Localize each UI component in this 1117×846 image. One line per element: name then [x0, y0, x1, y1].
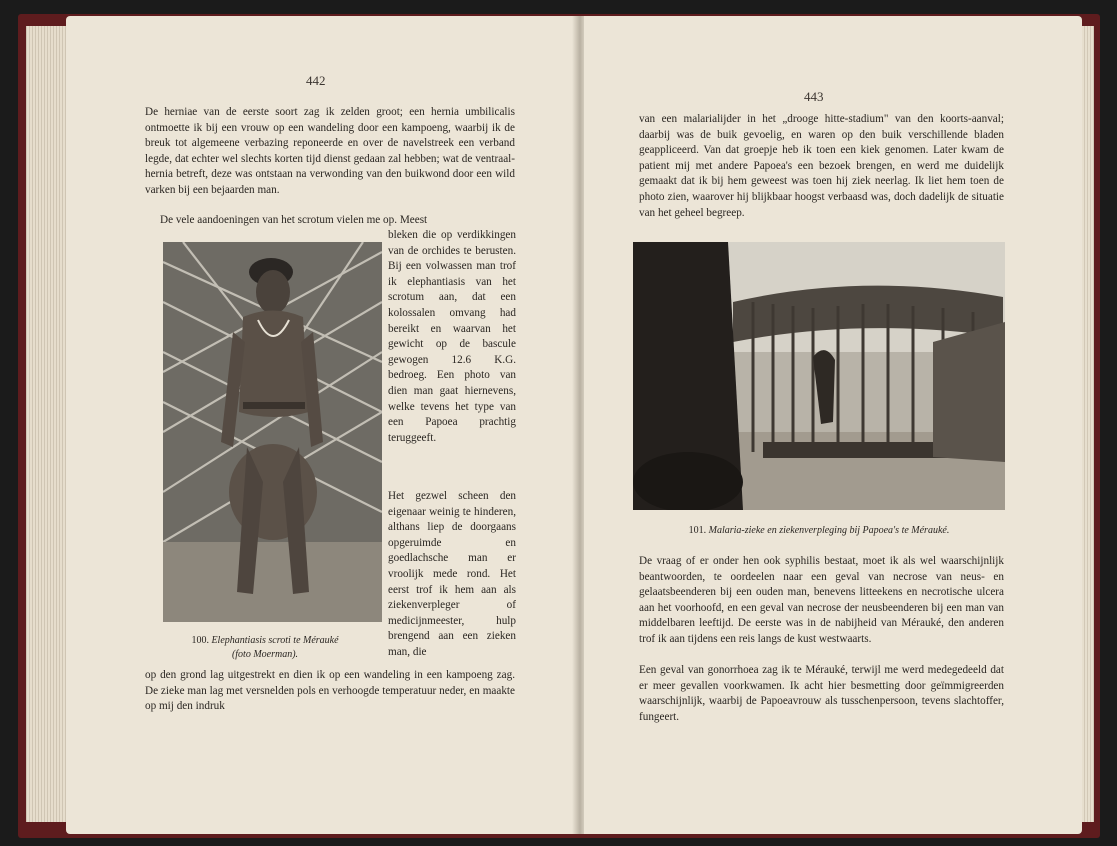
figure-100-title: Elephantiasis scroti te Mérauké [211, 635, 339, 646]
page-edges-left [26, 26, 70, 822]
left-page [66, 16, 576, 834]
side-column-text: bleken die op verdikkingen van de orchides te berusten. Bij een volwassen man trof ik elephantiasis van het scrotum aan, dat een kolossalen omvang had bereikt en waarvan het gewicht op de bascule gewogen 12.6 K.G. bedroeg. Een photo van dien man gaat hiernevens, welke tevens het type van een Papoea prachtig teruggeeft. [388, 229, 516, 444]
syphilis-paragraph: De vraag of er onder hen ook syphilis bestaat, moet ik als wel waarschijnlijk beantwoorden, te oordeelen naar een geval van necrose van neus- en gelaatsbeenderen bij een ouden man, benevens litteekens en necrotische ulcera aan het voorhoofd, en een geval van necrose der neusbeenderen bij een man van middelbaren leeftijd. De eerste was in de nabijheid van Mérauké, den anderen trof ik aan tijdens een reis langs de kust westwaarts. [639, 555, 1004, 645]
bottom-paragraph: op den grond lag uitgestrekt en dien ik op een wandeling in een kampoeng zag. De zieke man lag met versnelden pols en verhoogde temperatuur neder, en maakte op mij den indruk [145, 669, 515, 713]
page-number: 443 [804, 89, 824, 104]
figure-100-caption [170, 634, 360, 662]
figure-100-credit: (foto Moerman). [231, 649, 299, 660]
right-page [584, 16, 1082, 834]
figure-100-number: 100. [191, 635, 209, 646]
figure-101-caption [633, 524, 1005, 538]
figure-101-title: Malaria-zieke en ziekenverpleging bij Papoea's te Mérauké. [708, 525, 950, 536]
page-number: 442 [306, 73, 326, 88]
gonorrhoea-paragraph: Een geval van gonorrhoea zag ik te Mérauké, terwijl me werd medegedeeld dat er meer gevallen voorkwamen. Ik acht hier besmetting door geïmmigreerden waarschijnlijk, waarbij de Papoeavrouw als tusschenpersoon, tevens slachtoffer, fungeert. [639, 664, 1004, 723]
intro-paragraph: De herniae van de eerste soort zag ik zelden groot; een hernia umbilicalis ontmoette ik bij een vrouw op een wandeling door een kampoeng, waarbij ik de breuk tot algemeene verbazing reponeerde en over de navelstreek een verband legde, dat echter wel slechts korten tijd dienst gedaan zal hebben; wat de ventraal-hernia betreft, deze was ontstaan na verwonding van den buikwond door een wild varken bij een bejaarden man. [145, 106, 515, 196]
photo-elephantiasis [163, 242, 382, 622]
side-column-text-2: Het gezwel scheen den eigenaar weinig te hinderen, althans liep de doorgaans opgeruimde en goedlachsche man er vroolijk mede rond. Het eerst trof ik hem aan als ziekenverpleger of medicijnmeester, hulp brengend aan een zieken man, die [388, 490, 516, 658]
figure-101-number: 101. [688, 525, 707, 536]
scrotum-paragraph-lead: De vele aandoeningen van het scrotum vielen me op. Meest [160, 214, 428, 226]
photo-malaria-hut [633, 242, 1005, 510]
top-paragraph: van een malarialijder in het „drooge hitte-stadium" van den koorts-aanval; daarbij was de buik gevoelig, en waren op den buik verschillende bladen geappliceerd. Van dat groepje heb ik toen een kiek genomen. Later kwam de patient mij met andere Papoea's een bezoek brengen, en werd me duidelijk gemaakt dat ik bij hem geweest was toen hij ziek neerlag. Ik liet hem toen de photo zien, waarover hij blijkbaar hoogst verbaasd was, doch dadelijk de situatie van het geheel begreep. [639, 113, 1004, 219]
